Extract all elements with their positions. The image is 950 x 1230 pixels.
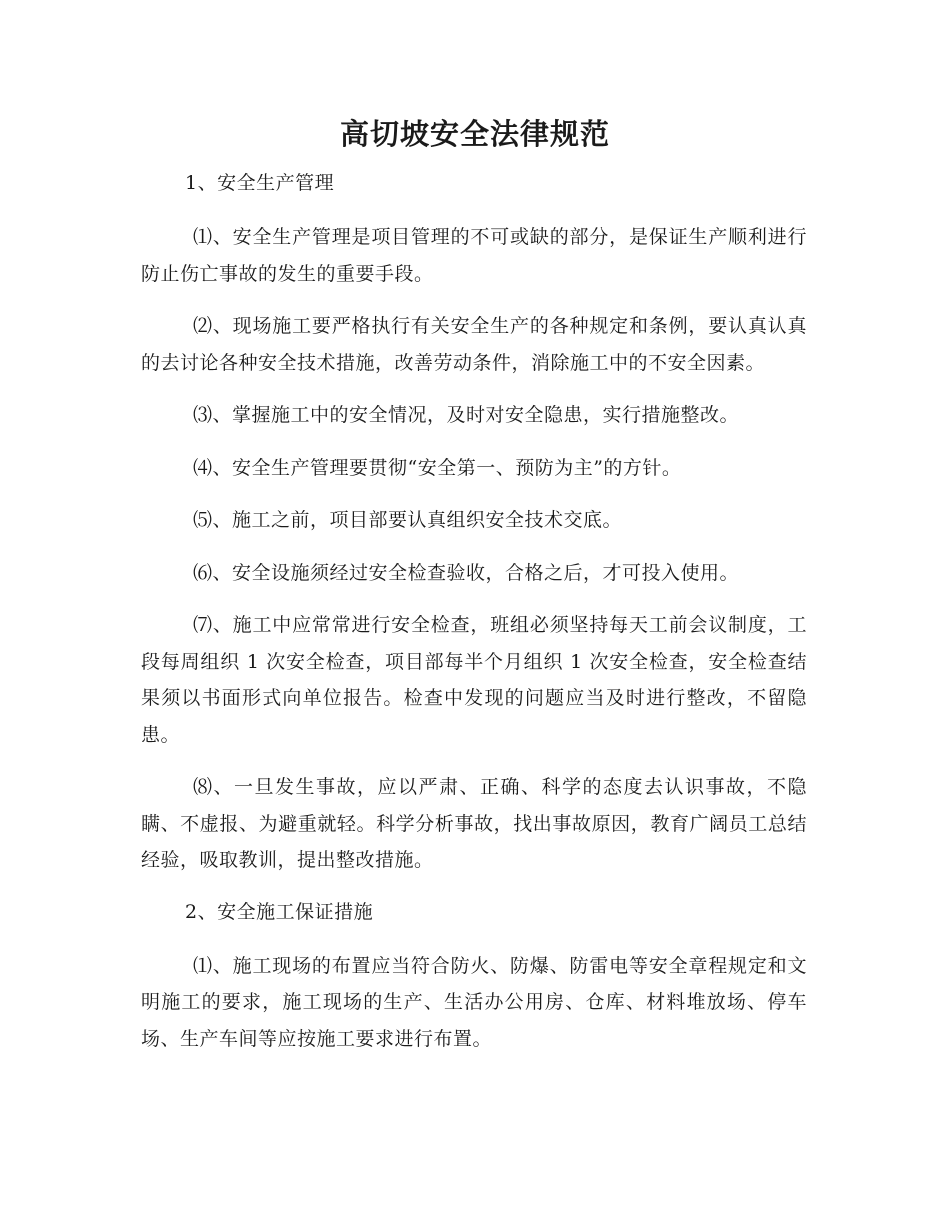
paragraph: ⑷、安全生产管理要贯彻“安全第一、预防为主”的方针。 xyxy=(193,456,682,479)
document-body xyxy=(141,166,807,1073)
document-title: 高切坡安全法律规范 xyxy=(339,117,610,151)
paragraph: ⑶、掌握施工中的安全情况，及时对安全隐患，实行措施整改。 xyxy=(193,404,740,426)
paragraph: ⑴、施工现场的布置应当符合防火、防爆、防雷电等安全章程规定和文明施工的要求，施工现场的生产、生活办公用房、仓库、材料堆放场、停车场、生产车间等应按施工要求进行布置。 xyxy=(141,954,807,1050)
section-heading-1: 1、安全生产管理 xyxy=(185,172,335,194)
section-heading-2: 2、安全施工保证措施 xyxy=(185,900,374,923)
paragraph: ⑸、施工之前，项目部要认真组织安全技术交底。 xyxy=(193,509,623,531)
paragraph: ⑹、安全设施须经过安全检查验收，合格之后，才可投入使用。 xyxy=(193,561,740,584)
paragraph: ⑵、现场施工要严格执行有关安全生产的各种规定和条例，要认真认真的去讨论各种安全技术措施，改善劳动条件，消除施工中的不安全因素。 xyxy=(141,315,807,374)
paragraph: ⑻、一旦发生事故，应以严肃、正确、科学的态度去认识事故，不隐瞒、不虚报、为避重就轻。科学分析事故，找出事故原因，教育广阔员工总结经验，吸取教训，提出整改措施。 xyxy=(141,776,807,871)
paragraph: ⑺、施工中应常常进行安全检查，班组必须坚持每天工前会议制度，工段每周组织 1 次安全检查，项目部每半个月组织 1 次安全检查，安全检查结果须以书面形式向单位报告。检查中发现的问题应当及时进行整改，不留隐患。 xyxy=(141,614,807,746)
paragraph: ⑴、安全生产管理是项目管理的不可或缺的部分，是保证生产顺利进行防止伤亡事故的发生的重要手段。 xyxy=(141,226,807,285)
